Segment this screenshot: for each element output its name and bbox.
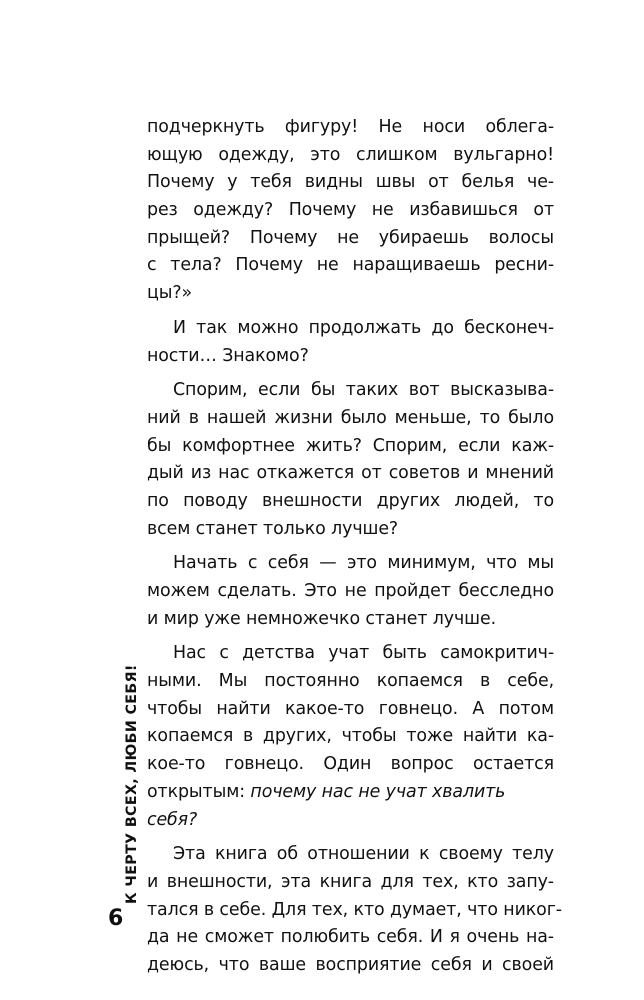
text-line: деюсь, что ваше восприятие себя и своей <box>147 954 554 975</box>
text-line: ными. Мы постоянно копаемся в себе, <box>147 671 554 692</box>
page-number: 6 <box>108 906 124 931</box>
text-line: чтобы найти какое-то говнецо. А потом <box>147 698 554 719</box>
text-line: копаемся в других, чтобы тоже найти ка- <box>147 726 554 747</box>
text-line: И так можно продолжать до бесконеч- <box>173 317 554 338</box>
text-line: с тела? Почему не наращиваешь ресни- <box>147 255 554 276</box>
italic-text-line: себя? <box>147 809 198 830</box>
text-line: тался в себе. Для тех, кто думает, что никог- <box>147 899 562 920</box>
text-fragment: открытым: <box>147 781 251 802</box>
text-line: прыщей? Почему не убираешь волосы <box>147 227 554 248</box>
text-line: можем сделать. Это не пройдет бесследно <box>147 581 554 601</box>
text-line: и мир уже немножечко станет лучше. <box>147 608 497 629</box>
text-line: рез одежду? Почему не избавишься от <box>147 200 554 221</box>
text-line: Эта книга об отношении к своему телу <box>173 844 554 865</box>
text-line: ний в нашей жизни было меньше, то было <box>147 407 554 428</box>
text-line: подчеркнуть фигуру! Не носи облега- <box>147 117 554 137</box>
text-line: всем станет только лучше? <box>147 518 399 539</box>
text-line: и внешности, эта книга для тех, кто запу- <box>147 871 554 892</box>
text-line <box>147 779 554 807</box>
text-line: Нас с детства учат быть самокритич- <box>173 643 554 664</box>
text-line: по поводу внешности других людей, то <box>147 490 554 511</box>
text-line: да не сможет полюбить себя. И я очень на- <box>147 927 554 948</box>
text-line: Почему у тебя видны швы от белья че- <box>147 172 554 193</box>
text-line: бы комфортнее жить? Спорим, если каж- <box>147 435 554 456</box>
text-line: дый из нас откажется от советов и мнений <box>147 463 554 484</box>
text-line: цы?» <box>147 283 193 304</box>
text-line: Спорим, если бы таких вот высказыва- <box>173 380 554 401</box>
running-head: К ЧЕРТУ ВСЕХ, ЛЮБИ СЕБЯ! <box>124 664 140 904</box>
italic-text: почему нас не учат хвалить <box>250 781 506 802</box>
text-line: Начать с себя — это минимум, что мы <box>173 553 554 574</box>
text-line: ющую одежду, это слишком вульгарно! <box>147 144 554 165</box>
body-text <box>147 114 562 980</box>
text-line: ности… Знакомо? <box>147 345 309 366</box>
text-line: кое-то говнецо. Один вопрос остается <box>147 754 554 775</box>
